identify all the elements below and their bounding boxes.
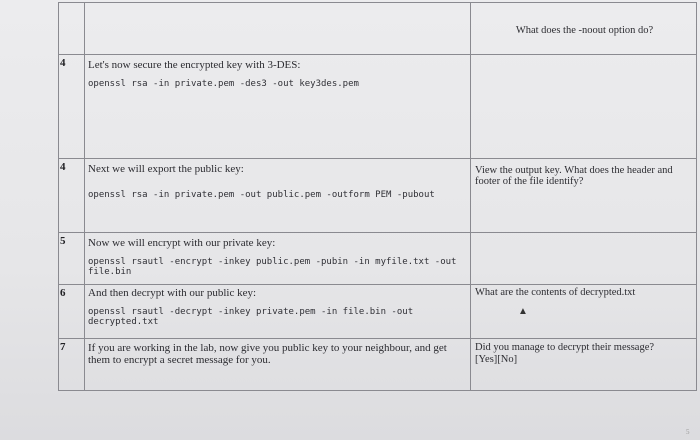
table-row <box>59 55 697 159</box>
instruction-cell <box>85 159 471 233</box>
table-row <box>59 159 697 233</box>
mouse-cursor-icon: ▲ <box>518 306 528 317</box>
instruction-text: If you are working in the lab, now give you public key to your neighbour, and get them to encrypt a secret message for you. <box>88 342 447 366</box>
question-cell <box>471 55 697 159</box>
lab-steps-table <box>58 2 697 391</box>
instruction-cell <box>85 339 471 391</box>
step-number: 6 <box>59 285 85 339</box>
question-text: Did you manage to decrypt their message? <box>475 342 655 353</box>
question-cell <box>471 3 697 55</box>
question-cell <box>471 233 697 285</box>
instruction-cell <box>85 3 471 55</box>
instruction-cell <box>85 285 471 339</box>
step-number: 7 <box>59 339 85 391</box>
command-text: openssl rsa -in private.pem -out public.pem -outform PEM -pubout <box>88 190 435 200</box>
instruction-text: Next we will export the public key: <box>88 163 244 175</box>
command-text: openssl rsa -in private.pem -des3 -out key3des.pem <box>88 79 359 89</box>
question-text: View the output key. What does the header and footer of the file identify? <box>475 165 673 187</box>
table-row <box>59 285 697 339</box>
instruction-cell <box>85 233 471 285</box>
question-cell <box>471 339 697 391</box>
question-cell <box>471 159 697 233</box>
table-row <box>59 233 697 285</box>
question-text: What does the -noout option do? <box>515 25 654 36</box>
page-number: 5 <box>686 428 690 436</box>
command-text: openssl rsautl -decrypt -inkey private.pem -in file.bin -out decrypted.txt <box>88 307 419 327</box>
table-row-header <box>59 3 697 55</box>
answer-options[interactable]: [Yes][No] <box>475 354 518 365</box>
step-number-cell <box>59 3 85 55</box>
instruction-text: And then decrypt with our public key: <box>88 287 257 299</box>
step-number: 5 <box>59 233 85 285</box>
instruction-text: Let's now secure the encrypted key with 3-DES: <box>88 59 301 71</box>
command-text: openssl rsautl -encrypt -inkey public.pem -pubin -in myfile.txt -out file.bin <box>88 257 462 277</box>
question-cell <box>471 285 697 339</box>
instruction-text: Now we will encrypt with our private key: <box>88 237 276 249</box>
instruction-cell <box>85 55 471 159</box>
step-number: 4 <box>59 55 85 159</box>
step-number: 4 <box>59 159 85 233</box>
table-row <box>59 339 697 391</box>
question-text: What are the contents of decrypted.txt <box>475 287 636 298</box>
